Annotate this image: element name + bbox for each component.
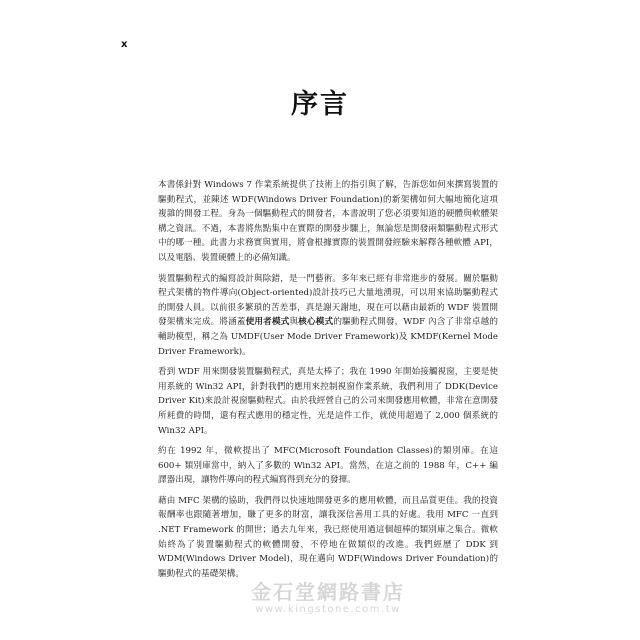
paragraph-text: 裝置驅動程式的編寫設計與除錯，是一門藝術。多年來已經有非常進步的發展。關於驅動程式架構的物件導向(Object-oriented)設計技巧已大量地湧現，可以用來協助驅動程式的開發人員。以前很多繁瑣的苦差事，真是謝天謝地，現在可以藉由最新的 WDF 裝置開發架構來完成。將涵蓋 [158, 273, 498, 328]
page-number: x [121, 39, 128, 50]
bold-term: 使用者模式 [245, 317, 290, 328]
paragraph-text: 本書係針對 Windows 7 作業系統提供了技術上的指引與了解，告訴您如何來撰寫裝置的驅動程式，並陳述 WDF(Windows Driver Foundation)的新架構如何大幅地簡化這項複雜的開發工程。身為一個驅動程式的開發者，本書說明了您必須要知道的硬體與軟體架構之資訊。不過，本書將焦點集中在實際的開發步驟上，無論您是開發兩類驅動程式形式中的哪一種。此書力求務實與實用，將會根據實際的裝置開發經驗來解釋各種軟體 API，以及電腦、裝置硬體上的必備知識。 [158, 180, 498, 263]
watermark-text: 金石堂網路書店 [251, 580, 405, 604]
paragraph [158, 444, 498, 488]
paragraph-text: 與 [289, 317, 299, 328]
bold-term: 核心模式 [298, 317, 334, 328]
paragraph-text: 約在 1992 年，微軟提出了 MFC(Microsoft Foundation Classes)的類別庫。在這 600+ 類別庫當中，納入了多數的 Win32 API。當然，在這之前的 1988 年，C++ 編譯器出現，讓物件導向的程式編寫得到充分的發揮。 [158, 446, 498, 486]
paragraph-text: 看到 WDF 用來開發裝置驅動程式，真是太棒了；我在 1990 年開始接觸視窗，主要是使用系統的 Win32 API，針對我們的應用來控制視窗作業系統，我們利用了 DDK(Device Driver Kit)來設計視窗驅動程式。由於我經營自己的公司來開發應用軟體，非常在意開發所耗費的時間，還有程式應用的穩定性，光是這件工作，就使用超過了 2,000 個系統的 Win32 API。 [158, 367, 498, 436]
paragraph [158, 178, 498, 266]
preface-body [158, 178, 498, 581]
paragraph [158, 272, 498, 360]
paragraph-text: 的驅動程式開發，WDF 內含了非常卓越的輔助模型，稱之為 UMDF(User Mode Driver Framework)及 KMDF(Kernel Mode Driver Framework)。 [158, 317, 498, 357]
paragraph [158, 494, 498, 582]
watermark [228, 580, 428, 616]
paragraph [158, 365, 498, 438]
watermark-url: www.kingstone.com.tw [255, 604, 401, 615]
paragraph-text: 藉由 MFC 架構的協助，我們得以快速地開發更多的應用軟體，而且品質更佳。我的投資報酬率也跟隨著增加，賺了更多的財富，讓我深信善用工具的好處。我用 MFC 一直到 .NET Framework 的開世；過去九年來，我已經使用過這個超棒的類別庫之集合。微軟始終為了裝置驅動程式的軟體開發，不停地在做類似的改進。我們經歷了 DDK 到 WDM(Windows Driver Model)，現在邁向 WDF(Windows Driver Foundation)的驅動程式的基礎架構。 [158, 495, 498, 579]
page-title: 序言 [291, 89, 349, 120]
